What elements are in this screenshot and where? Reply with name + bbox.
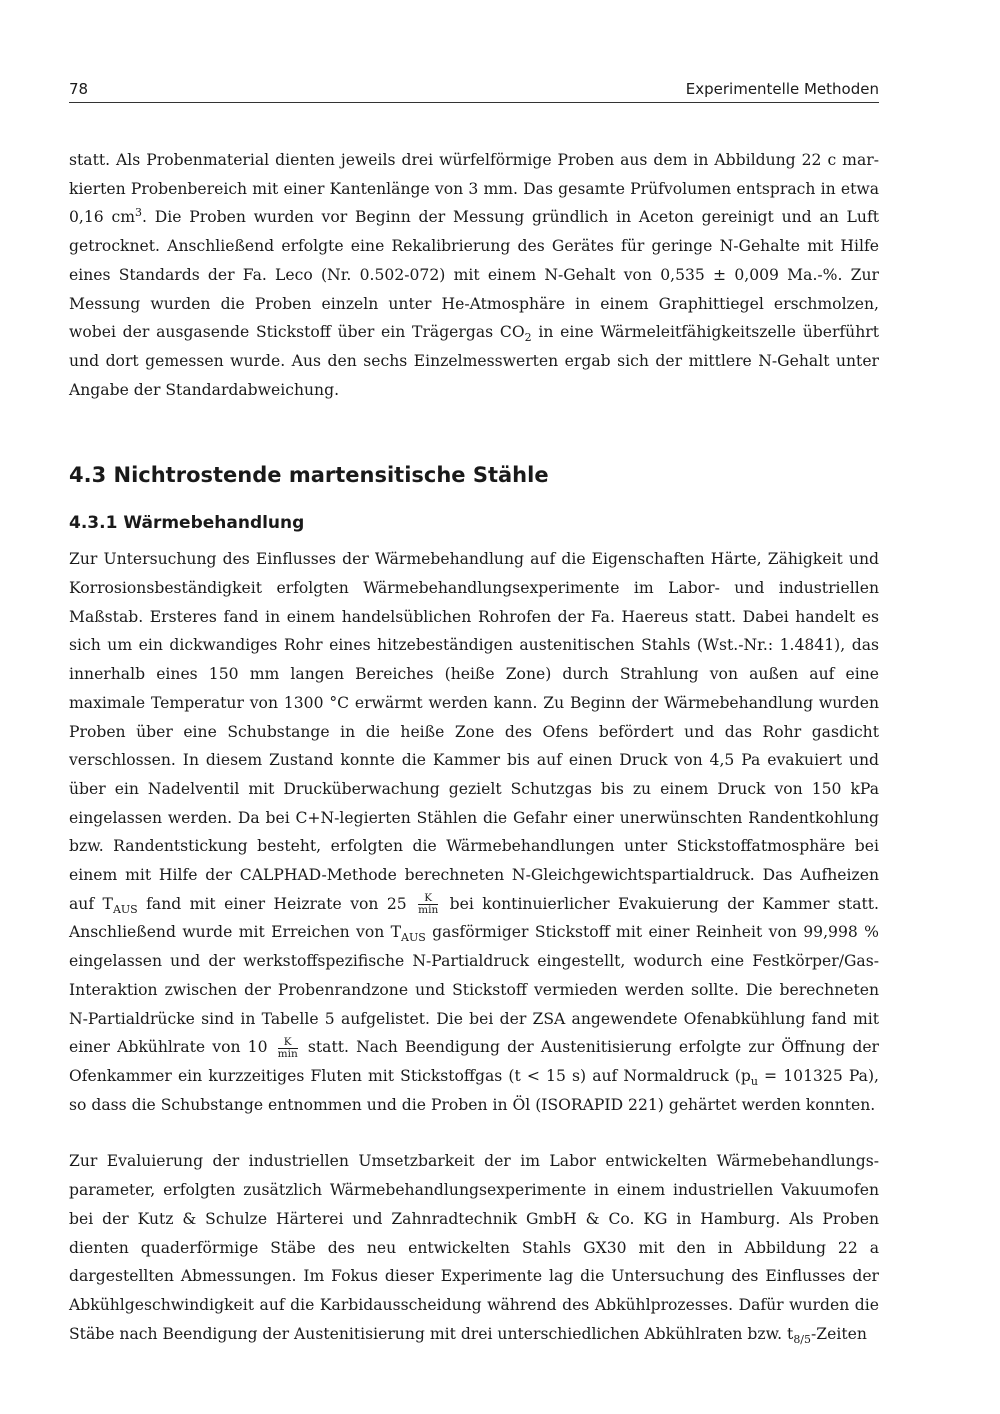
superscript: 3 xyxy=(135,206,143,220)
text-run: in eine Wärmeleitfähigkeitszelle überführt und dort gemessen wurde. Aus den sechs Einzelmesswerten ergab sich der mittlere N-Gehalt unter Angabe der Standardabweichung. xyxy=(69,323,879,399)
paragraph-sample-measurement xyxy=(69,146,879,404)
section-heading: 4.3 Nichtrostende martensitische Stähle xyxy=(69,463,549,488)
text-run: . Die Proben wurden vor Beginn der Messung gründlich in Aceton gereinigt und an Luft getrocknet. Anschließend erfolgte eine Rekalibrierung des Gerätes für geringe N-Gehalte mit Hilfe eines Standards der Fa. Leco (Nr. 0.502-072) mit einem N-Gehalt von 0,535 ± 0,009 Ma.-%. Zur Messung wurden die Proben einzeln unter He-Atmosphäre in einem Graphittiegel erschmolzen, wobei der ausgasende Stickstoff über ein Trägergas CO xyxy=(69,208,879,342)
text-run: bei kontinuierlicher Evakuierung der Kammer statt. Anschließend wurde mit Erreichen von T xyxy=(69,894,879,942)
fraction-cooling-rate-unit xyxy=(278,1037,298,1060)
fraction-numerator: K xyxy=(278,1037,298,1049)
text-run: fand mit einer Heizrate von 25 xyxy=(137,894,416,913)
page-body xyxy=(69,146,879,1348)
subscript: 2 xyxy=(524,331,532,345)
page-header xyxy=(69,78,879,103)
subscript: AUS xyxy=(112,902,138,916)
text-run: statt. Als Probenmaterial dienten jeweils drei würfelförmige Proben aus dem in Abbildung 22 c markierten Probenbereich mit einer Kantenlänge von 3 mm. Das gesamte Prüfvolumen entsprach in etwa 0,16 cm xyxy=(69,151,879,227)
text-run: statt. Nach Beendigung der Austenitisierung erfolgte zur Öffnung der Ofenkammer ein kurzzeitiges Fluten mit Stickstoffgas (t < 15 s) auf Normaldruck (p xyxy=(69,1038,879,1085)
text-run: = 101325 Pa), so dass die Schubstange entnommen und die Proben in Öl (ISORAPID 221) gehärtet werden konnten. xyxy=(69,1066,880,1114)
fraction-denominator: min xyxy=(418,904,439,917)
text-run: -Zeiten xyxy=(811,1324,867,1343)
fraction-denominator: min xyxy=(277,1047,298,1060)
subscript: 8/5 xyxy=(793,1332,812,1346)
fraction-heating-rate-unit xyxy=(418,893,438,916)
paragraph-industrial-evaluation xyxy=(69,1147,879,1348)
fraction-numerator: K xyxy=(418,893,438,905)
paragraph-heat-treatment xyxy=(69,545,879,1119)
page-number: 78 xyxy=(69,80,89,98)
subsection-heading: 4.3.1 Wärmebehandlung xyxy=(69,513,305,534)
running-chapter-title: Experimentelle Methoden xyxy=(685,80,879,98)
text-run: Zur Evaluierung der industriellen Umsetzbarkeit der im Labor entwickelten Wärmebehandlungsparameter, erfolgten zusätzlich Wärmebehandlungsexperimente in einem industriellen Vakuumofen bei der Kutz & Schulze Härterei und Zahnradtechnik GmbH & Co. KG in Hamburg. Als Proben dienten quaderförmige Stäbe des neu entwickelten Stahls GX30 mit den in Abbildung 22 a dargestellten Abmessungen. Im Fokus dieser Experimente lag die Untersuchung des Einflusses der Abkühlgeschwindigkeit auf die Karbidausscheidung während des Abkühlprozesses. Dafür wurden die Stäbe nach Beendigung der Austenitisierung mit drei unterschiedlichen Abkühlraten bzw. t xyxy=(69,1152,879,1343)
subscript: u xyxy=(750,1075,758,1089)
text-run: gasförmiger Stickstoff mit einer Reinheit von 99,998 % eingelassen und der werkstoffspezifische N-Partialdruck eingestellt, wodurch eine Festkörper/Gas-Interaktion zwischen der Probenrandzone und Stickstoff vermieden werden sollte. Die berechneten N-Partialdrücke sind in Tabelle 5 aufgelistet. Die bei der ZSA angewendete Ofenabkühlung fand mit einer Abkühlrate von 10 xyxy=(69,923,879,1057)
text-run: Zur Untersuchung des Einflusses der Wärmebehandlung auf die Eigenschaften Härte, Zähigkeit und Korrosionsbeständigkeit erfolgten Wärmebehandlungsexperimente im Labor- und industriellen Maßstab. Ersteres fand in einem handelsüblichen Rohrofen der Fa. Haereus statt. Dabei handelt es sich um ein dickwandiges Rohr eines hitzebeständigen austenitischen Stahls (Wst.-Nr.: 1.4841), das innerhalb eines 150 mm langen Bereiches (heiße Zone) durch Strahlung von außen auf eine maximale Temperatur von 1300 °C erwärmt werden kann. Zu Beginn der Wärmebehandlung wurden Proben über eine Schubstange in die heiße Zone des Ofens befördert und das Rohr gasdicht verschlossen. In diesem Zustand konnte die Kammer bis auf einen Druck von 4,5 Pa evakuiert und über ein Nadelventil mit Drucküberwachung gezielt Schutzgas bis zu einem Druck von 150 kPa eingelassen werden. Da bei C+N-legierten Stählen die Gefahr einer unerwünschten Randentkohlung bzw. Randentstickung besteht, erfolgten die Wärmebehandlungen unter Stickstoffatmosphäre bei einem mit Hilfe der CALPHAD-Methode berechneten N-Gleichgewichtspartialdruck. Das Aufheizen auf T xyxy=(69,550,879,913)
subscript: AUS xyxy=(401,931,426,945)
